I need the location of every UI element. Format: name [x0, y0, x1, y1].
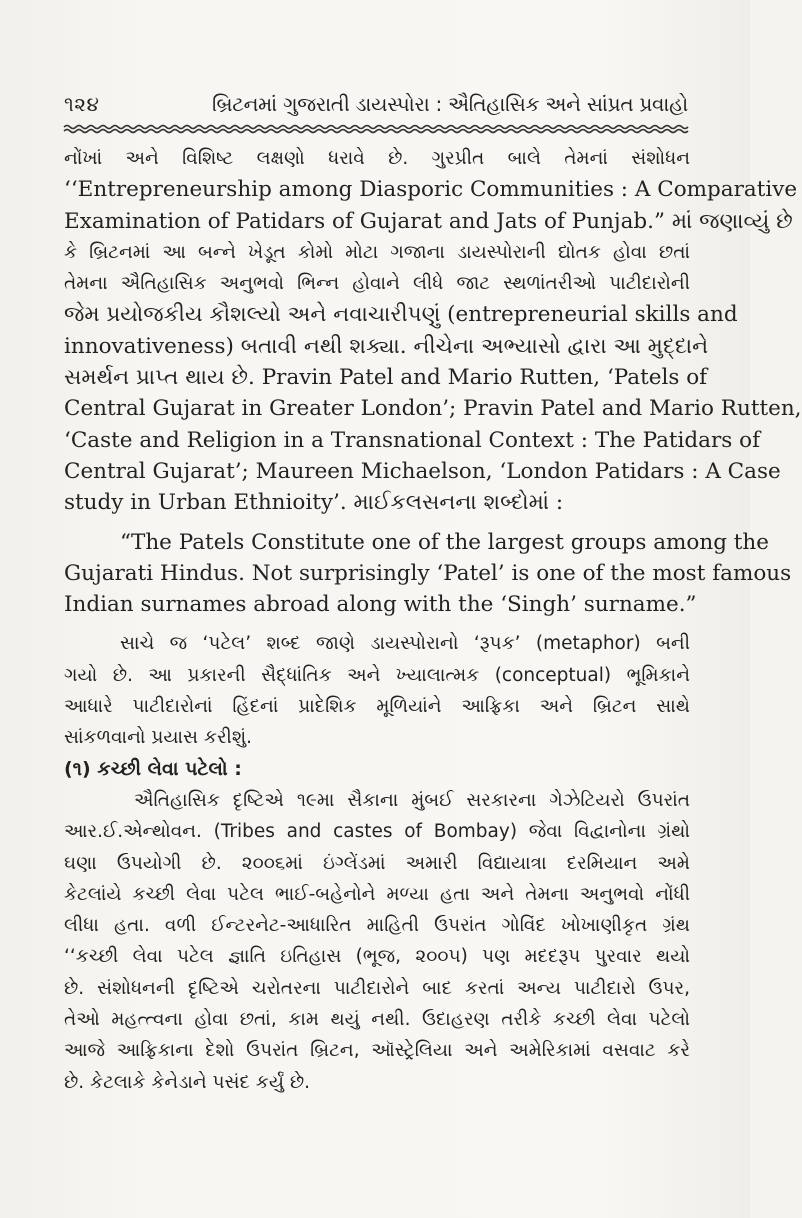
text-line: સાંકળવાનો પ્રયાસ કરીશું. [64, 727, 252, 749]
quote-line: Indian surnames abroad along with the ‘Singh’ surname.” [64, 592, 697, 618]
text-line: Examination of Patidars of Gujarat and Jats of Punjab.” માં જણાવ્યું છે [64, 208, 793, 234]
text-line: સાચે જ ‘પટેલ’ શબ્દ જાણે ડાયસ્પોરાનો ‘રૂપક’ (metaphor) બની [120, 633, 690, 655]
body-text [64, 143, 802, 1098]
block-quote [64, 527, 792, 621]
page-header [64, 92, 688, 122]
text-line: તેમના ઐતિહાસિક અનુભવો ભિન્ન હોવાને લીધે જાટ સ્થળાંતરીઓ પાટીદારોની [64, 273, 690, 295]
text-line: લીધા હતા. વળી ઈન્ટરનેટ-આધારિત માહિતી ઉપરાંત ગોવિંદ ખોખાણીકૃત ગ્રંથ [64, 915, 690, 937]
text-line: innovativeness) બતાવી નથી શક્યા. નીચેના અભ્યાસો દ્વારા આ મુદ્દાને [64, 333, 709, 359]
paragraph-1 [64, 143, 802, 519]
text-line: જેમ પ્રયોજકીય કૌશલ્યો અને નવાચારીપણું (entrepreneurial skills and [64, 302, 738, 328]
text-line: Central Gujarat in Greater London’; Pravin Patel and Mario Rutten, [64, 396, 802, 422]
page-number: ૧૨૪ [64, 92, 100, 116]
text-line: આર.ઈ.એન્થોવન. (Tribes and castes of Bombay) જેવા વિદ્વાનોના ગ્રંથો [64, 821, 690, 843]
text-line: કેટલાંયે કચ્છી લેવા પટેલ ભાઈ-બહેનોને મળ્યા હતા અને તેમના અનુભવો નોંધી [64, 883, 690, 905]
text-line: study in Urban Ethnioity’. માઈકલસનના શબ્દોમાં : [64, 490, 564, 516]
text-line: ‘Caste and Religion in a Transnational Context : The Patidars of [64, 427, 761, 453]
running-title: બ્રિટનમાં ગુજરાતી ડાયસ્પોરા : ઐતિહાસિક અને સાંપ્રત પ્રવાહો [211, 92, 688, 116]
header-wavy-rule [64, 124, 689, 134]
quote-line: “The Patels Constitute one of the largest groups among the [120, 529, 769, 555]
text-line: ઐતિહાસિક દૃષ્ટિએ ૧૯મા સૈકાના મુંબઈ સરકારના ગેઝેટિયરો ઉપરાંત [134, 789, 690, 811]
text-line: ‘‘કચ્છી લેવા પટેલ જ્ઞાતિ ઇતિહાસ (ભૂજ, ૨૦૦૫) પણ મદદરૂપ પુરવાર થયો [64, 946, 690, 968]
text-line: આજે આફ્રિકાના દેશો ઉપરાંત બ્રિટન, ઑસ્ટ્રેલિયા અને અમેરિકામાં વસવાટ કરે [64, 1040, 690, 1062]
text-line: છે. કેટલાકે કેનેડાને પસંદ કર્યું છે. [64, 1071, 311, 1093]
quote-line: Gujarati Hindus. Not surprisingly ‘Patel’ is one of the most famous [64, 560, 792, 586]
text-line: છે. સંશોધનની દૃષ્ટિએ ચરોતરના પાટીદારોને બાદ કરતાં અન્ય પાટીદારો ઉપર, [64, 977, 690, 999]
paragraph-3 [64, 785, 690, 1098]
text-line: ગયો છે. આ પ્રકારની સૈદ્ધાંતિક અને ખ્યાલાત્મક (conceptual) ભૂમિકાને [64, 664, 690, 686]
paragraph-2 [64, 628, 690, 753]
section-heading: (૧) કચ્છી લેવા પટેલો : [64, 757, 242, 780]
text-line: ‘‘Entrepreneurship among Diasporic Communities : A Comparative [64, 177, 798, 203]
text-line: આધારે પાટીદારોનાં હિંદનાં પ્રાદેશિક મૂળિયાંને આફ્રિકા અને બ્રિટન સાથે [64, 696, 690, 718]
text-line: ઘણા ઉપયોગી છે. ૨૦૦૬માં ઇંગ્લેંડમાં અમારી વિદ્યાયાત્રા દરમિયાન અમે [64, 852, 690, 874]
text-line: તેઓ મહત્ત્વના હોવા છતાં, કામ થયું નથી. ઉદાહરણ તરીકે કચ્છી લેવા પટેલો [64, 1009, 690, 1031]
text-line: Central Gujarat’; Maureen Michaelson, ‘London Patidars : A Case [64, 458, 781, 484]
text-line: નોંખાં અને વિશિષ્ટ લક્ષણો ધરાવે છે. ગુરપ્રીત બાલે તેમનાં સંશોધન [64, 148, 690, 169]
text-line: કે બ્રિટનમાં આ બન્ને ખેડૂત કોમો મોટા ગજાના ડાયસ્પોરાની દ્યોતક હોવા છતાં [64, 241, 690, 263]
text-line: સમર્થન પ્રાપ્ત થાય છે. Pravin Patel and Mario Rutten, ‘Patels of [64, 365, 708, 391]
